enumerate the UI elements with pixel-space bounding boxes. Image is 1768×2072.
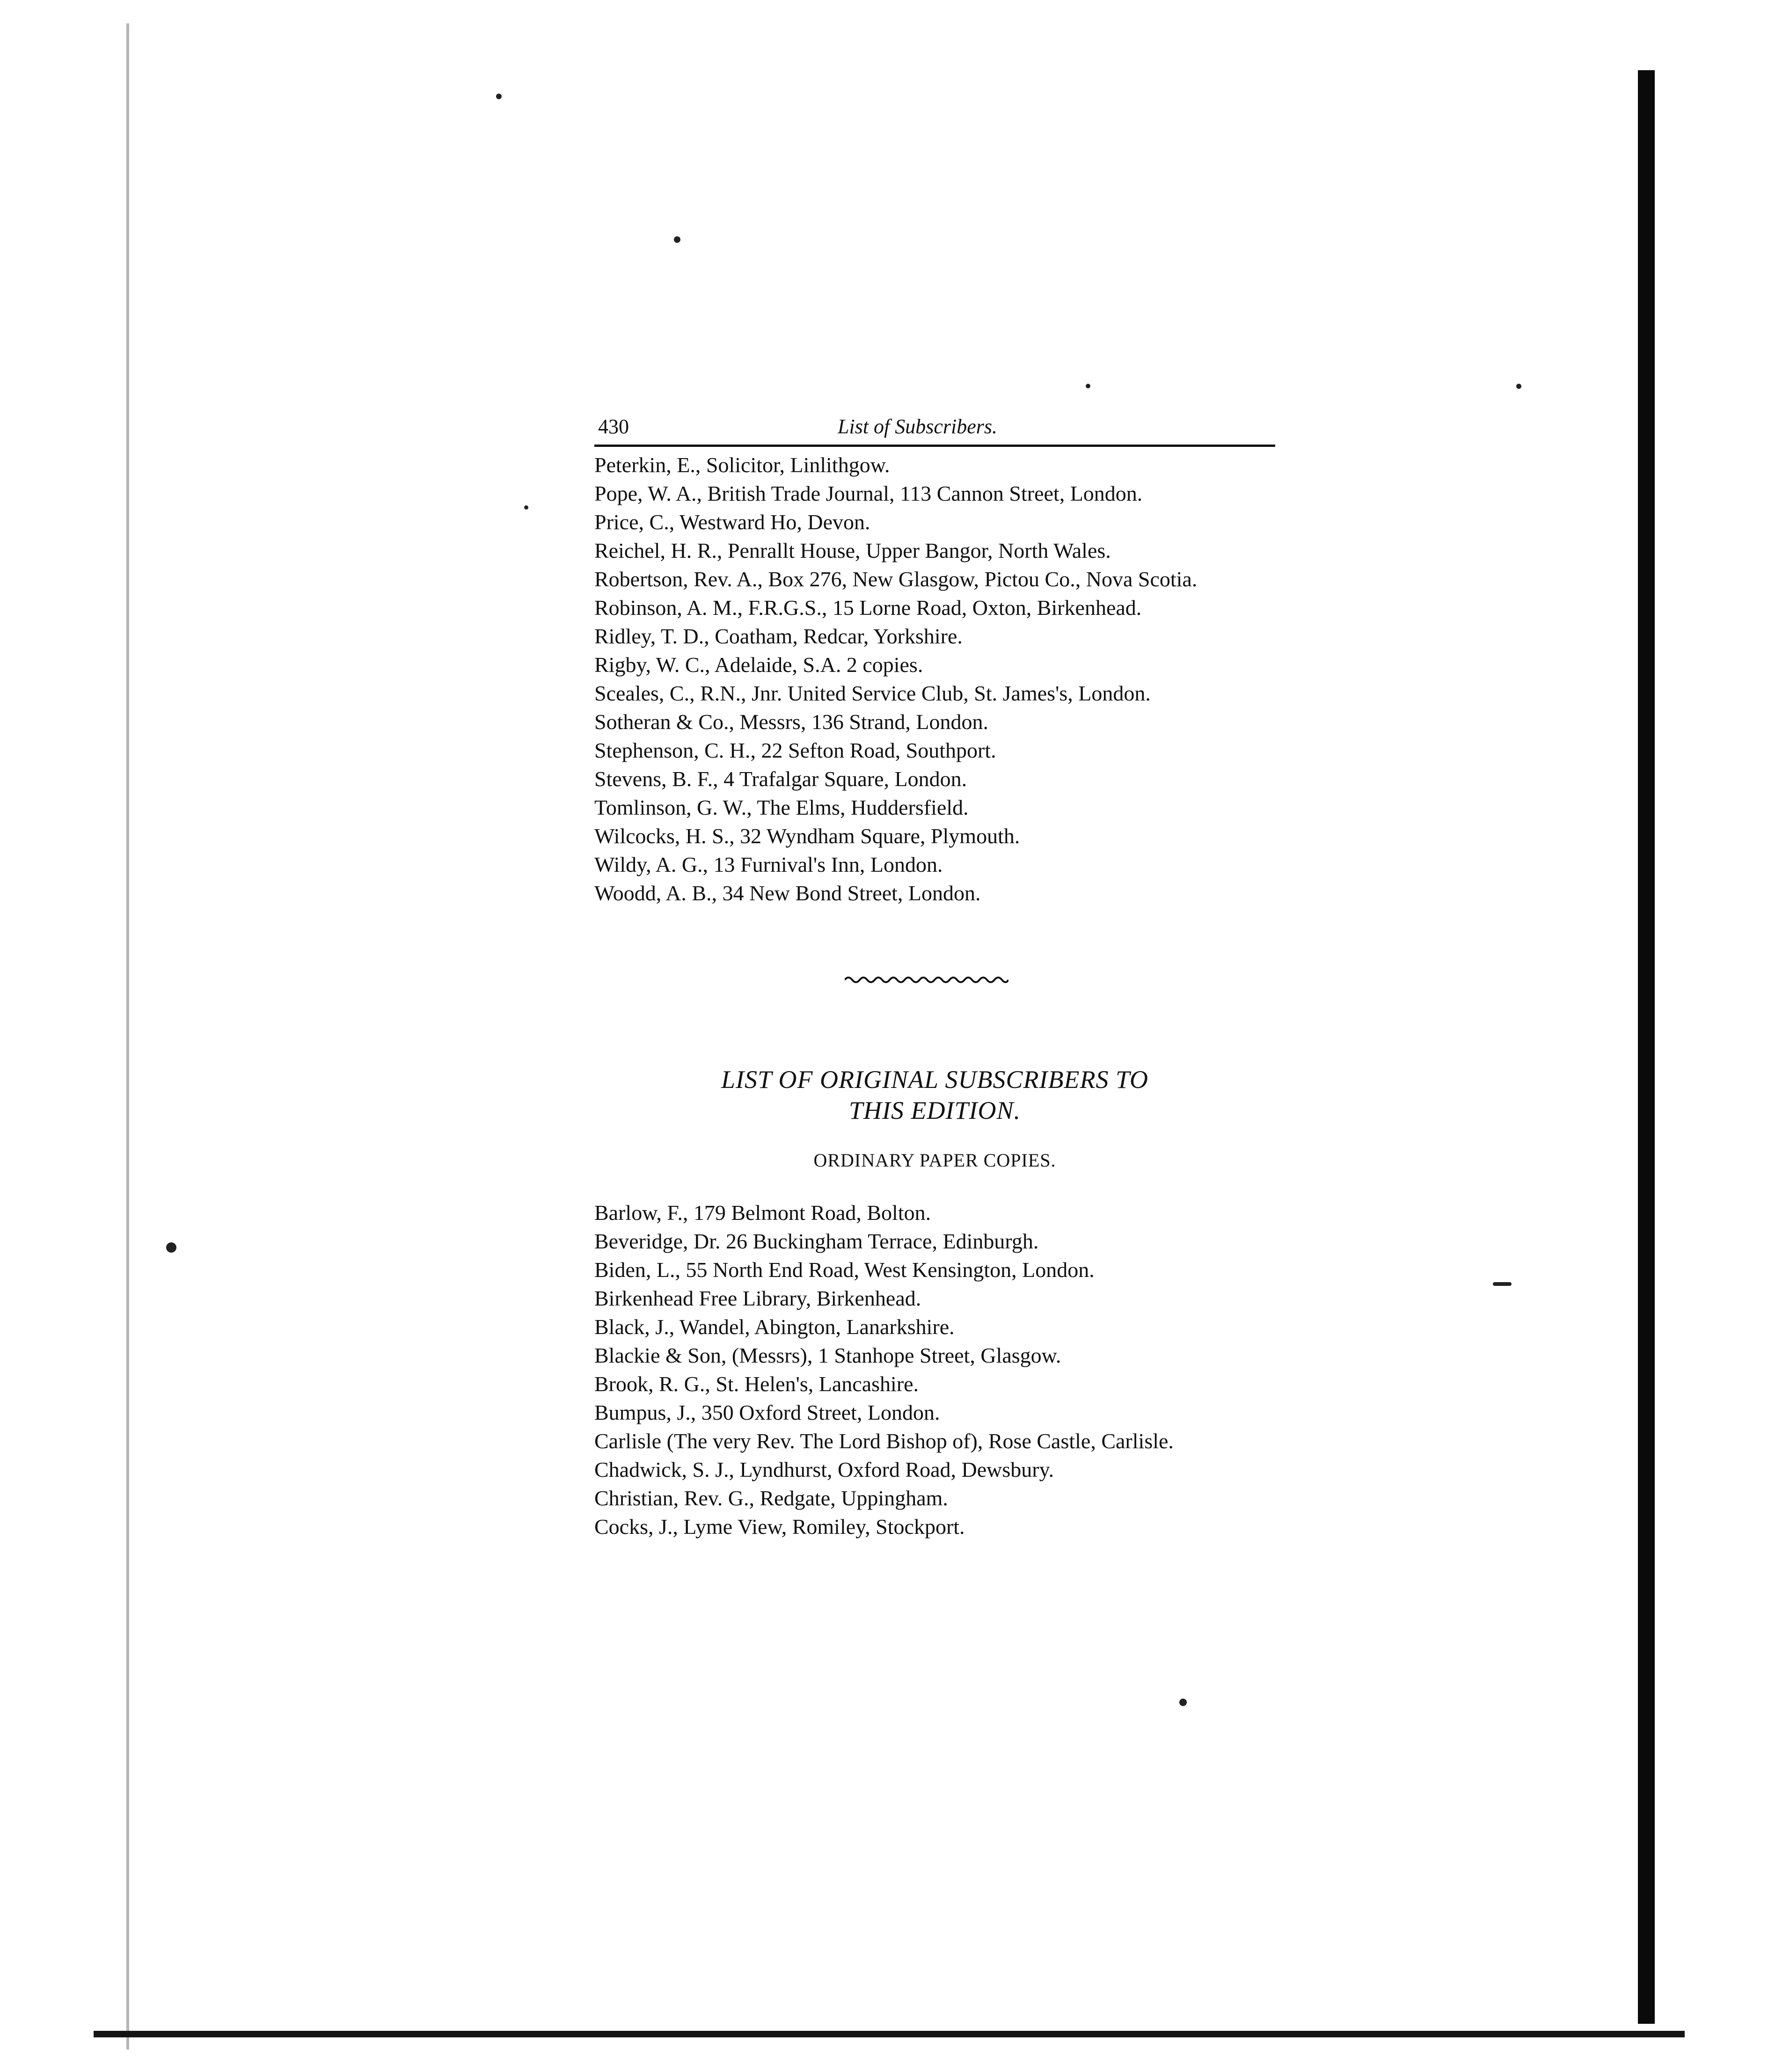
- page-number: 430: [598, 415, 629, 438]
- list-item: Brook, R. G., St. Helen's, Lancashire.: [594, 1372, 919, 1396]
- list-item: Chadwick, S. J., Lyndhurst, Oxford Road, Dewsbury.: [594, 1458, 1054, 1481]
- list-item: Sotheran & Co., Messrs, 136 Strand, London.: [594, 710, 989, 734]
- scan-speck: [674, 236, 680, 243]
- list-item: Wilcocks, H. S., 32 Wyndham Square, Plymouth.: [594, 824, 1020, 848]
- list-item: Birkenhead Free Library, Birkenhead.: [594, 1286, 921, 1310]
- list-item: Stevens, B. F., 4 Trafalgar Square, London.: [594, 767, 967, 791]
- list-item: Robertson, Rev. A., Box 276, New Glasgow, Pictou Co., Nova Scotia.: [594, 567, 1198, 591]
- section-heading-line-1: LIST OF ORIGINAL SUBSCRIBERS TO: [721, 1065, 1149, 1094]
- section-heading: [594, 1064, 1275, 1126]
- list-item: Tomlinson, G. W., The Elms, Huddersfield.: [594, 795, 969, 819]
- list-item: Barlow, F., 179 Belmont Road, Bolton.: [594, 1201, 931, 1225]
- list-item: Rigby, W. C., Adelaide, S.A. 2 copies.: [594, 653, 923, 677]
- list-item: Biden, L., 55 North End Road, West Kensington, London.: [594, 1258, 1095, 1282]
- list-item: Beveridge, Dr. 26 Buckingham Terrace, Edinburgh.: [594, 1229, 1039, 1253]
- list-item: Ridley, T. D., Coatham, Redcar, Yorkshire.: [594, 624, 963, 648]
- list-item: Carlisle (The very Rev. The Lord Bishop of), Rose Castle, Carlisle.: [594, 1429, 1174, 1453]
- section-subheading: ORDINARY PAPER COPIES.: [813, 1150, 1056, 1171]
- scan-right-edge-shadow: [1638, 70, 1655, 2024]
- scan-speck: [496, 94, 502, 99]
- list-item: Cocks, J., Lyme View, Romiley, Stockport.: [594, 1515, 965, 1539]
- list-item: Bumpus, J., 350 Oxford Street, London.: [594, 1401, 940, 1424]
- scan-speck: [1086, 384, 1090, 388]
- scan-speck: [1179, 1699, 1187, 1706]
- list-item: Blackie & Son, (Messrs), 1 Stanhope Street, Glasgow.: [594, 1343, 1061, 1367]
- list-item: Price, C., Westward Ho, Devon.: [594, 510, 870, 534]
- scan-speck: [524, 505, 528, 510]
- original-subscriber-list: [594, 1198, 1275, 1541]
- list-item: Reichel, H. R., Penrallt House, Upper Bangor, North Wales.: [594, 539, 1111, 562]
- scan-bottom-edge-shadow: [94, 2031, 1685, 2037]
- list-item: Stephenson, C. H., 22 Sefton Road, Southport.: [594, 738, 996, 762]
- list-item: Sceales, C., R.N., Jnr. United Service Club, St. James's, London.: [594, 681, 1151, 705]
- scan-speck: [1493, 1282, 1512, 1286]
- subscriber-list-continued: [594, 451, 1275, 907]
- list-item: Woodd, A. B., 34 New Bond Street, London.: [594, 881, 981, 905]
- scan-left-edge-shadow: [126, 23, 143, 2050]
- running-head: [594, 412, 1275, 447]
- list-item: Black, J., Wandel, Abington, Lanarkshire.: [594, 1315, 955, 1339]
- scan-speck: [1516, 384, 1521, 389]
- list-item: Wildy, A. G., 13 Furnival's Inn, London.: [594, 853, 943, 876]
- list-item: Pope, W. A., British Trade Journal, 113 Cannon Street, London.: [594, 482, 1143, 505]
- book-page: [594, 412, 1275, 1541]
- list-item: Robinson, A. M., F.R.G.S., 15 Lorne Road, Oxton, Birkenhead.: [594, 596, 1142, 620]
- wavy-rule-ornament: [845, 973, 1008, 987]
- scan-speck: [166, 1242, 176, 1253]
- running-title: List of Subscribers.: [838, 415, 998, 438]
- section-heading-line-2: THIS EDITION.: [848, 1096, 1021, 1124]
- list-item: Peterkin, E., Solicitor, Linlithgow.: [594, 453, 890, 477]
- list-item: Christian, Rev. G., Redgate, Uppingham.: [594, 1486, 948, 1510]
